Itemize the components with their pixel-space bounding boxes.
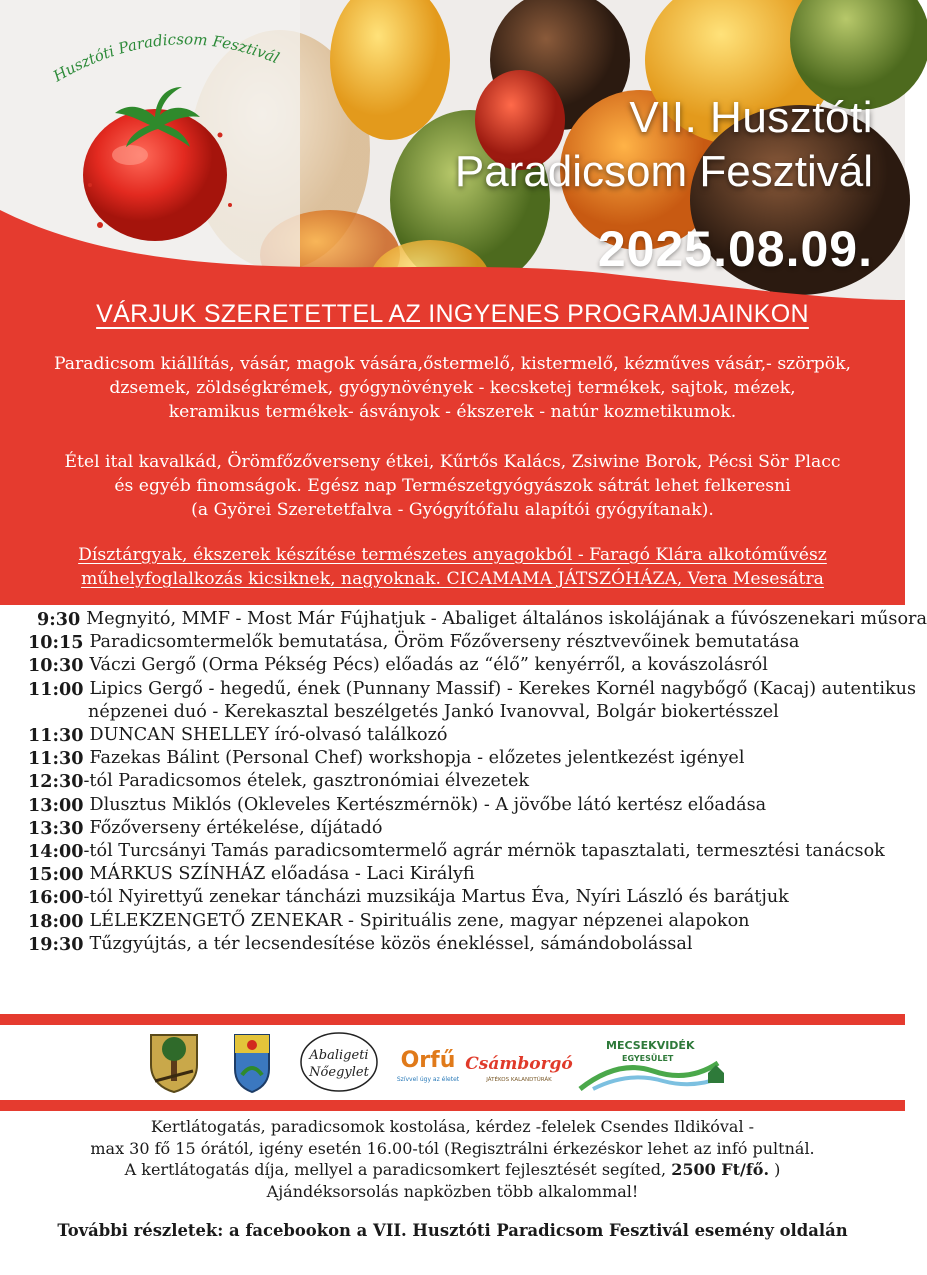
svg-text:Orfű: Orfű <box>400 1048 456 1073</box>
coat-of-arms-icon <box>145 1031 203 1093</box>
schedule-row-continuation <box>28 701 888 724</box>
more-info-line: További részletek: a facebookon a VII. Husztóti Paradicsom Fesztivál esemény oldalán <box>57 1221 848 1240</box>
schedule-row <box>28 654 888 677</box>
schedule-text: Paradicsomtermelők bemutatása, Öröm Főzőverseny résztvevőinek bemutatása <box>89 632 800 653</box>
schedule-row <box>28 747 888 770</box>
svg-text:MECSEKVIDÉK: MECSEKVIDÉK <box>606 1039 695 1052</box>
schedule-time: 19:30 <box>28 933 84 955</box>
schedule-row <box>28 863 888 886</box>
schedule-text: DUNCAN SHELLEY író-olvasó találkozó <box>89 725 448 746</box>
schedule-time: 9:30 <box>37 609 81 630</box>
schedule-time: 11:00 <box>28 678 84 700</box>
schedule-row <box>28 910 888 933</box>
program-schedule <box>28 608 927 956</box>
schedule-text: Tűzgyújtás, a tér lecsendesítése közös énekléssel, sámándobolással <box>89 933 693 954</box>
schedule-text: Dlusztus Miklós (Okleveles Kertészmérnök) - A jövőbe látó kertész előadása <box>89 794 767 815</box>
schedule-text: Fazekas Bálint (Personal Chef) workshopja - előzetes jelentkezést igényel <box>89 748 745 769</box>
schedule-row <box>28 770 888 793</box>
village-crest-icon <box>232 1031 272 1093</box>
divider <box>0 1100 905 1111</box>
intro-food-paragraph: Étel ital kavalkád, Örömfőzőverseny étkei, Kűrtős Kalács, Zsiwine Borok, Pécsi Sör Placc és egyéb finomságok. Egész nap Természetgyógyászok sátrát lehet felkeresni (a Györei Szeretetfalva - Gyógyítófalu alapítói gyógyítanak). <box>64 452 841 520</box>
schedule-text: népzenei duó - Kerekasztal beszélgetés Jankó Ivanovval, Bolgár biokertésszel <box>88 701 779 722</box>
svg-text:JÁTÉKOS KALANDTÚRÁK: JÁTÉKOS KALANDTÚRÁK <box>486 1077 552 1083</box>
schedule-row <box>28 724 888 747</box>
schedule-time: 14:00 <box>28 841 84 863</box>
schedule-time: 12:30 <box>28 771 84 793</box>
svg-text:Nőegylet: Nőegylet <box>309 1065 369 1080</box>
svg-text:EGYESÜLET: EGYESÜLET <box>622 1054 674 1063</box>
schedule-row <box>28 840 888 863</box>
header-photo <box>0 0 905 300</box>
price: 2500 Ft/fő. <box>671 1160 770 1179</box>
schedule-row <box>28 817 888 840</box>
festival-title-line2: Paradicsom Fesztivál <box>454 147 873 196</box>
schedule-time: 11:30 <box>28 725 84 747</box>
schedule-text: Lipics Gergő - hegedű, ének (Punnany Massif) - Kerekes Kornél nagybőgő (Kacaj) autentikus <box>89 678 917 699</box>
schedule-time: 13:00 <box>28 794 84 816</box>
schedule-row <box>28 631 888 654</box>
schedule-time: 10:30 <box>28 655 84 677</box>
schedule-row <box>28 794 888 817</box>
schedule-time: 15:00 <box>28 864 84 886</box>
schedule-time: 11:30 <box>28 748 84 770</box>
schedule-row <box>28 933 888 956</box>
csamborgo-logo <box>465 1031 573 1093</box>
orfu-logo <box>392 1031 464 1093</box>
sponsor-logos <box>0 1025 905 1100</box>
schedule-row <box>28 608 927 631</box>
tomato-icon <box>70 75 245 250</box>
schedule-text: Váczi Gergő (Orma Pékség Pécs) előadás az “élő” kenyérről, a kovászolásról <box>89 655 768 676</box>
schedule-time: 10:15 <box>28 632 84 654</box>
schedule-text: LÉLEKZENGETŐ ZENEKAR - Spirituális zene, magyar népzenei alapokon <box>89 910 750 931</box>
schedule-text: -tól Nyirettyű zenekar táncházi muzsikája Martus Éva, Nyíri László és barátjuk <box>83 887 789 908</box>
mecsekvidek-logo <box>578 1031 728 1093</box>
festival-date: 2025.08.09. <box>597 221 873 277</box>
schedule-time: 13:30 <box>28 817 84 839</box>
svg-text:Abaligeti: Abaligeti <box>309 1048 369 1063</box>
schedule-text: MÁRKUS SZÍNHÁZ előadása - Laci Királyfi <box>89 864 475 885</box>
schedule-text: -tól Paradicsomos ételek, gasztronómiai élvezetek <box>83 771 530 792</box>
schedule-time: 16:00 <box>28 887 84 909</box>
divider <box>0 1014 905 1025</box>
schedule-text: Főzőverseny értékelése, díjátadó <box>89 817 383 838</box>
schedule-text: Megnyitó, MMF - Most Már Fújhatjuk - Abaliget általános iskolájának a fúvószenekari műsora <box>86 609 927 629</box>
festival-title-line1: VII. Husztóti <box>629 93 873 142</box>
garden-visit-info: Kertlátogatás, paradicsomok kostolása, kérdez -felelek Csendes Ildikóval - max 30 fő 15 órától, igény esetén 16.00-tól (Regisztrálni érkezéskor lehet az infó pultnál. A kertlátogatás díja, mellyel a paradicsomkert fejlesztését segíted, 2500 Ft/fő. ) Ajándéksorsolás napközben több alkalommal! <box>90 1117 815 1201</box>
abaligeti-noegylet-logo <box>298 1031 380 1093</box>
schedule-text: -tól Turcsányi Tamás paradicsomtermelő agrár mérnök tapasztalati, termesztési tanácsok <box>83 841 885 862</box>
svg-text:Szívvel úgy az életet: Szívvel úgy az életet <box>396 1076 460 1083</box>
intro-headline: VÁRJUK SZERETETTEL AZ INGYENES PROGRAMJAINKON <box>96 300 809 328</box>
intro-products-paragraph: Paradicsom kiállítás, vásár, magok vására,őstermelő, kistermelő, kézműves vásár,- szörpök, dzsemek, zöldségkrémek, gyógynövények - kecsketej termékek, sajtok, mézek, keramikus termékek- ásványok - ékszerek - natúr kozmetikumok. <box>53 354 851 422</box>
schedule-row <box>28 678 917 701</box>
schedule-time: 18:00 <box>28 910 84 932</box>
intro-section <box>0 300 905 605</box>
festival-logo-text: Husztóti Paradicsom Fesztivál <box>50 30 282 86</box>
intro-workshop-paragraph: Dísztárgyak, ékszerek készítése természetes anyagokból - Faragó Klára alkotóművész műhelyfoglalkozás kicsiknek, nagyoknak. CICAMAMA JÁTSZÓHÁZA, Vera Mesesátra <box>78 545 827 589</box>
svg-text:Csámborgó: Csámborgó <box>465 1054 573 1074</box>
schedule-row <box>28 886 888 909</box>
